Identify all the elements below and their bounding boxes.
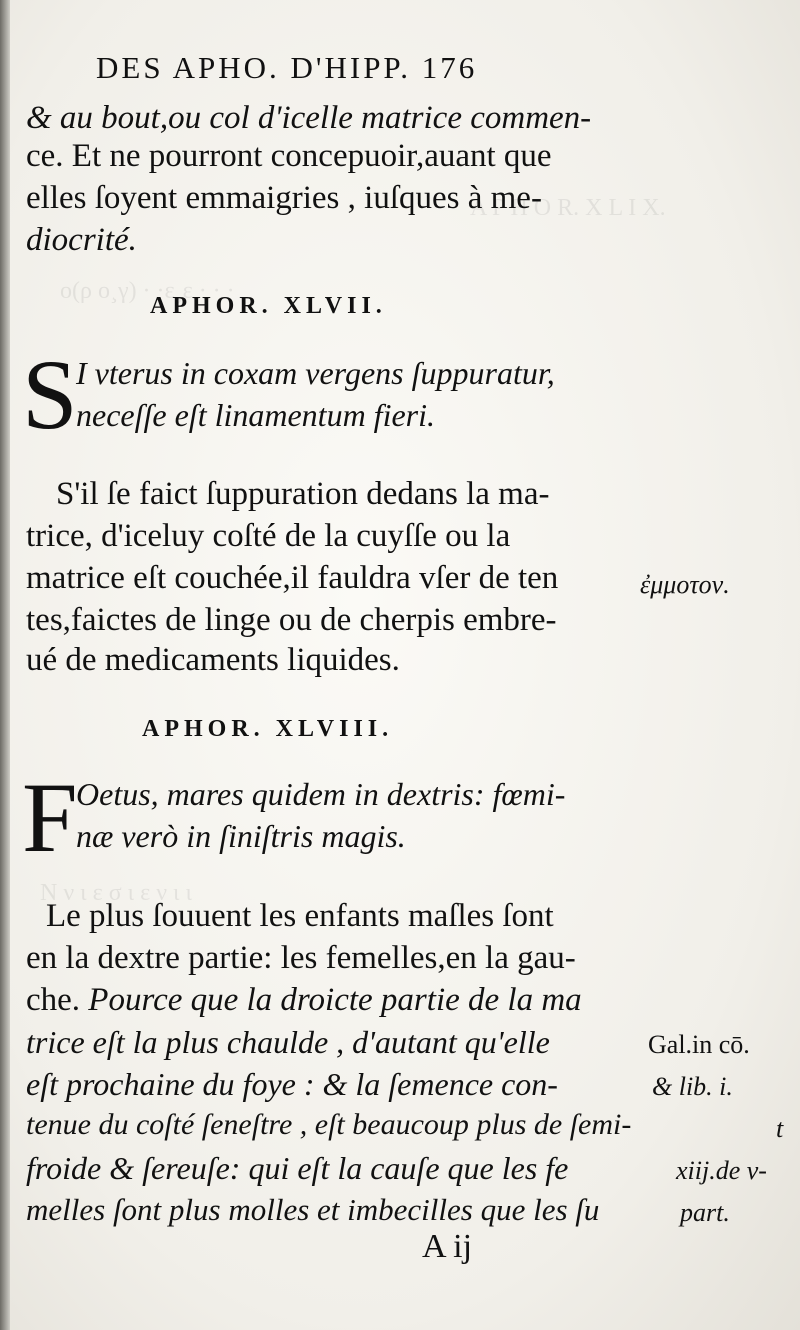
bleed-through-text: A P H O R. X L I X. (470, 195, 666, 221)
french-line: Le plus ſouuent les enfants maſles ſont (46, 898, 554, 934)
running-head: DES APHO. D'HIPP. 176 (96, 50, 478, 85)
margin-note-greek: ἐμμοτον. (640, 570, 730, 599)
bleed-through-text: o(ρ o¸γ) · ·ε¸ɛ · · · (60, 278, 235, 304)
drop-cap: F (22, 762, 78, 873)
latin-line: neceſſe eſt linamentum fieri. (76, 397, 435, 433)
latin-line: næ verò in ſiniſtris magis. (76, 818, 406, 854)
french-line: ué de medicaments liquides. (26, 642, 400, 678)
french-line: en la dextre partie: les femelles,en la gau- (26, 940, 576, 976)
margin-note: & lib. i. (652, 1072, 733, 1101)
french-line (26, 982, 582, 1019)
french-line: trice, d'iceluy coſté de la cuyſſe ou la (26, 518, 511, 554)
french-line: eſt prochaine du foye : & la ſemence con- (26, 1066, 558, 1102)
text-line: & au bout,ou col d'icelle matrice commen- (26, 100, 592, 136)
aphorism-heading: APHOR. XLVIII. (142, 716, 394, 742)
latin-line: I vterus in coxam vergens ſuppuratur, (76, 355, 555, 391)
margin-note: xiij.de v- (676, 1156, 767, 1185)
french-line: matrice eſt couchée,il fauldra vſer de ten (26, 560, 559, 596)
french-line: S'il ſe faict ſuppuration dedans la ma- (56, 476, 550, 512)
french-line: tes,faictes de linge ou de cherpis embre- (26, 602, 557, 638)
french-line: melles ſont plus molles et imbecilles que les ſu (26, 1192, 600, 1227)
margin-note: Gal.in cō. (648, 1030, 750, 1059)
text-line: diocrité. (26, 222, 137, 258)
bleed-through-text: N ν ι ε σ ι ε ν ι ι (40, 880, 192, 906)
margin-note: part. (680, 1198, 730, 1227)
text-line: elles ſoyent emmaigries , iuſques à me- (26, 180, 542, 216)
page-gutter-shadow (0, 0, 10, 1330)
signature-mark: A ij (422, 1228, 473, 1265)
line-prefix: che. (26, 982, 89, 1018)
french-line: trice eſt la plus chaulde , d'autant qu'elle (26, 1024, 550, 1060)
text-line: ce. Et ne pourront concepuoir,auant que (26, 138, 552, 174)
margin-note: t (776, 1114, 784, 1143)
french-line: froide & ſereuſe: qui eſt la cauſe que les fe (26, 1150, 569, 1186)
latin-line: Oetus, mares quidem in dextris: fœmi- (76, 776, 566, 812)
drop-cap: S (22, 339, 78, 450)
french-line: tenue du coſté ſeneſtre , eſt beaucoup plus de ſemi- (26, 1108, 632, 1141)
italic-run: Pource que la droicte partie de la ma (88, 982, 582, 1018)
aphorism-heading: APHOR. XLVII. (150, 293, 387, 319)
